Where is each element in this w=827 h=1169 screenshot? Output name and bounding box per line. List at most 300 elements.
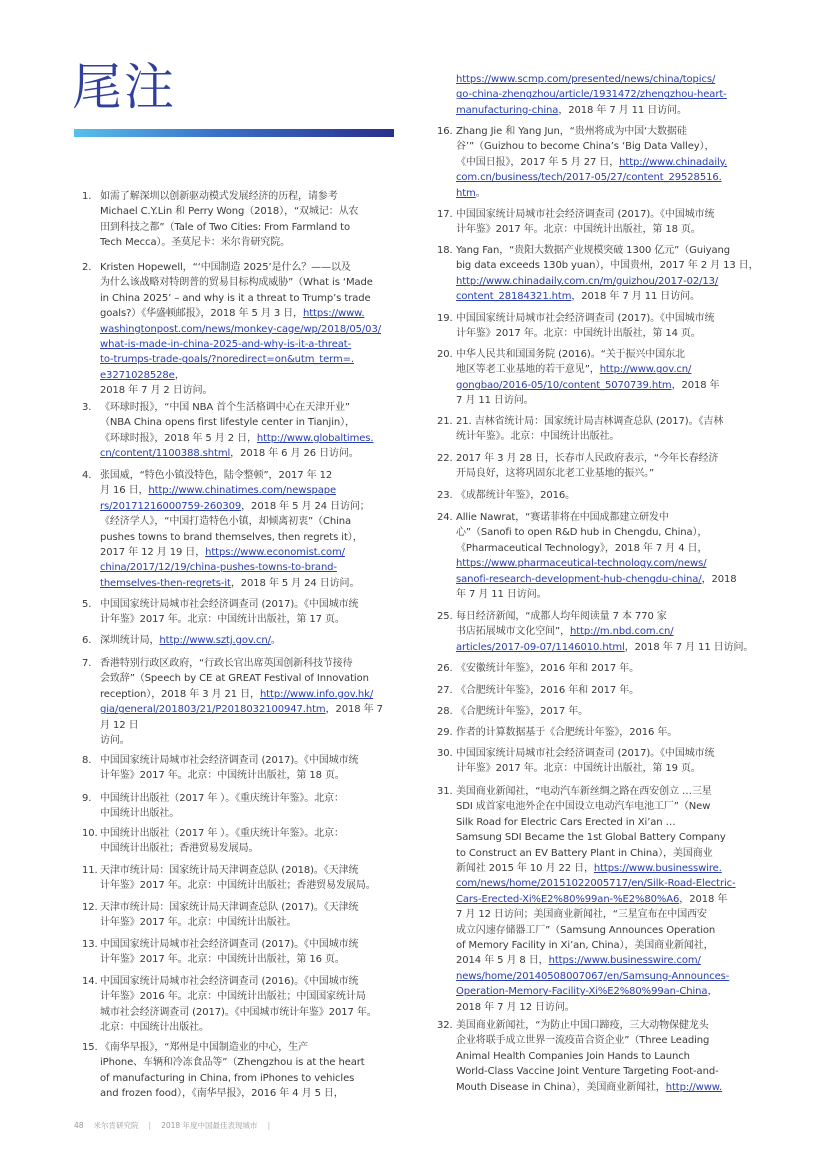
endnote-line [456,907,755,922]
endnote-line-text: 美国商业新闻社，“电动汽车新丝绸之路在西安创立 …三星 [456,786,712,797]
endnote-line-text: SDI 成首家电池外企在中国设立电动汽车电池工厂”（New [456,801,711,813]
endnote-line [100,733,402,748]
endnote-line [100,483,402,498]
endnote-line-text: 谷’”（Guizhou to become China’s ‘Big Data Valley）， [456,141,715,153]
endnote-line-text: 《Pharmaceutical Technology》，2018 年 7 月 4 日， [456,542,708,554]
endnote-line-text: 《南华早报》，“郑州是中国制造业的中心，生产 [100,1042,308,1053]
endnote-item [82,826,402,857]
endnote-line-text: 中国国家统计局城市社会经济调查司 (2017)。《中国城市统 [456,748,715,759]
endnote-line-text: 年 7 月 11 日访问。 [456,589,547,601]
endnote-link[interactable]: Operation-Memory-Facility-Xi%E2%80%99an-China [456,986,708,998]
endnote-item [437,609,755,655]
endnote-text [100,400,402,462]
endnote-link[interactable]: content_28184321.htm [456,291,572,303]
endnote-line [100,468,402,483]
endnote-line [100,352,402,367]
endnote-line [100,768,402,783]
endnote-link[interactable]: http://www.chinadaily.com.cn/m/guizhou/2017-02/13/ [456,275,719,287]
endnote-item [437,1018,755,1095]
endnote-line [100,1020,402,1035]
endnote-number: 24. [437,512,453,523]
endnote-text [456,704,755,719]
endnote-line-text: 。 [475,187,486,199]
endnote-line [100,974,402,989]
endnote-line-text: 计年鉴》2016 年。北京：中国统计出版社；中国国家统计局 [100,991,366,1003]
endnote-line-text: 中国国家统计局城市社会经济调查司 (2017)。《中国城市统 [100,939,359,950]
endnote-line [456,103,755,118]
endnote-link[interactable]: sanofi-research-development-hub-chengdu-china/ [456,573,702,585]
endnote-line [456,289,755,304]
endnote-line-text: 计年鉴》2017 年。北京：中国统计出版社，第 16 页。 [100,954,345,966]
endnote-line [456,640,755,655]
endnote-line-text: big data exceeds 130b yuan），中国贵州，2017 年 2 月 13 日， [456,260,759,272]
endnote-item [437,704,755,719]
endnote-text [100,260,402,399]
endnote-number: 32. [437,1020,453,1031]
endnote-number: 19. [437,313,453,324]
endnote-line [456,124,755,139]
footer-separator: | [267,1121,271,1130]
endnote-line-text: 心”（Sanofi to open R&D hub in Chengdu, China）， [456,527,708,539]
endnote-line-text: 中华人民共和国国务院 (2016)。“关于振兴中国东北 [456,349,685,360]
endnote-line [100,989,402,1004]
endnote-item [82,974,402,1036]
endnote-line [100,260,402,275]
endnote-number: 12. [82,902,98,913]
endnote-number: 8. [82,755,92,766]
endnote-item [82,937,402,968]
endnote-line [100,671,402,686]
endnote-text [100,791,402,822]
endnote-text [456,1018,755,1095]
endnote-line [456,414,755,429]
endnote-line [456,923,755,938]
endnote-line-text: reception），2018 年 3 月 21 日， [100,688,260,700]
endnote-line [456,725,755,740]
endnote-link[interactable]: what-is-made-in-china-2025-and-why-is-it-a-threat- [100,339,352,351]
endnote-line-text: ，2018 年 [679,893,728,905]
endnote-line [456,429,755,444]
footer-publisher: 米尔肯研究院 [93,1121,139,1130]
endnote-line [456,953,755,968]
endnote-number: 30. [437,748,453,759]
endnote-line [456,556,755,571]
endnote-link[interactable]: http://www. [665,1081,723,1093]
endnote-item [437,746,755,777]
endnote-line [456,347,755,362]
endnote-line-text: pushes towns to brand themselves, then regrets it）， [100,531,363,543]
endnote-line-text: ，2018 年 5 月 24 日访问； [241,500,370,512]
endnote-line [456,525,755,540]
endnote-number: 7. [82,658,92,669]
endnote-number: 11. [82,865,98,876]
endnote-item [82,260,402,399]
endnote-line [456,326,755,341]
endnote-line-text: 中国统计出版社（2017 年 ）。《重庆统计年鉴》。北京： [100,793,344,804]
endnote-line-text: of manufacturing in China, from iPhones to vehicles [100,1072,355,1084]
endnote-link[interactable]: http://www.info.gov.hk/ [259,688,374,700]
endnote-link[interactable]: https://www.businesswire.com/ [548,955,701,967]
endnote-line-text: of Memory Facility in Xi’an, China），美国商业新闻社， [456,940,714,952]
endnote-line-text: Silk Road for Electric Cars Erected in Xi’an … [456,816,676,828]
endnote-link[interactable]: htm [456,187,476,199]
endnote-line-text: 美国商业新闻社，“为防止中国口蹄疫，三大动物保健龙头 [456,1020,709,1031]
endnote-line [100,431,402,446]
endnote-text [456,311,755,342]
endnote-line [100,826,402,841]
endnote-link[interactable]: e3271028528e [100,369,175,381]
endnote-line-text: 21. 吉林省统计局：国家统计局吉林调查总队 (2017)。《吉林 [456,416,724,427]
endnote-line [100,1040,402,1055]
endnote-line [456,155,755,170]
endnote-line-text: iPhone、车辆和冷冻食品等”（Zhengzhou is at the heart [100,1057,365,1069]
endnote-line [456,311,755,326]
endnote-line-text: 2017 年 12 月 19 日， [100,547,206,559]
endnote-item [82,863,402,894]
endnote-line [456,87,755,102]
endnote-link[interactable]: washingtonpost.com/news/monkey-cage/wp/2018/05/03/ [100,323,381,335]
endnote-line [456,510,755,525]
endnote-text [456,609,755,655]
endnote-line-text: 计年鉴》2017 年。北京：中国统计出版社；香港贸易发展局。 [100,880,376,892]
endnote-number: 22. [437,453,453,464]
endnote-line-text: 。 [270,635,281,646]
endnote-line [456,207,755,222]
endnote-line [456,274,755,289]
endnote-line-text: goals?）《华盛顿邮报》，2018 年 5 月 3 日， [100,308,303,320]
endnote-text [100,863,402,894]
endnote-line-text: 中国统计出版社（2017 年 ）。《重庆统计年鉴》。北京： [100,828,344,839]
endnote-link[interactable]: https://www. [302,308,365,320]
endnote-line [100,306,402,321]
endnote-line [100,576,402,591]
endnote-line [100,415,402,430]
endnote-line [456,876,755,891]
endnote-link[interactable]: news/home/20140508007067/en/Samsung-Announces- [456,970,730,982]
endnote-line-text: ，2018 年 6 月 26 日访问。 [230,448,359,460]
page-number: 48 [74,1121,84,1130]
endnote-item [82,400,402,462]
endnote-line [100,597,402,612]
endnote-line [456,541,755,556]
endnote-item [437,488,755,503]
endnote-line [100,841,402,856]
endnote-line [100,952,402,967]
endnote-item [437,414,755,445]
endnote-item [82,753,402,784]
endnote-item [437,72,755,118]
endnote-number: 20. [437,349,453,360]
endnote-line-text: 城市社会经济调查司 (2017)。《中国城市统计年鉴》2017 年。 [100,1006,377,1018]
endnote-line [456,222,755,237]
endnote-text [456,683,755,698]
endnote-line [456,969,755,984]
endnote-link[interactable]: http://m.nbd.com.cn/ [569,626,674,638]
endnote-number: 31. [437,786,453,797]
endnote-text [456,72,755,118]
endnote-item [437,784,755,1015]
endnote-line-text: 《环球时报》，“中国 NBA 首个生活格调中心在天津开业” [100,402,351,413]
endnote-line [456,1064,755,1079]
endnote-item [437,311,755,342]
endnote-line-text: 北京：中国统计出版社。 [100,1022,209,1034]
endnote-line-text: ， [707,986,718,998]
endnote-link[interactable]: themselves-then-regrets-it [100,577,231,589]
endnote-line [100,400,402,415]
endnote-line-text: in China 2025’ – and why is it a threat to Trump’s trade [100,292,371,304]
endnote-text [100,900,402,931]
endnote-line [100,220,402,235]
endnote-link[interactable]: com/news/home/20151022005717/en/Silk-Road-Electric- [456,878,736,890]
endnote-text [100,1040,402,1102]
endnote-line-text: Allie Nawrat，“赛诺菲将在中国成都建立研发中 [456,512,669,523]
endnote-line [456,938,755,953]
endnote-text [100,656,402,748]
endnote-line-text: 田到科技之都”（Tale of Two Cities: From Farmland to [100,221,350,233]
endnote-text [100,753,402,784]
endnote-link[interactable]: https://www.pharmaceutical-technology.com/news/ [456,558,707,570]
endnote-link[interactable]: http://www.globaltimes. [256,432,374,444]
endnote-link[interactable]: gongbao/2016-05/10/content_5070739.htm [456,379,672,391]
endnote-line-text: ，2018 年 7 月 11 日访问。 [558,104,687,116]
endnote-link[interactable]: cn/content/1100388.shtml [100,448,231,460]
endnote-item [82,656,402,748]
endnote-line-text: Michael C.Y.Lin 和 Perry Wong（2018），“双城记：从农 [100,206,359,218]
endnote-number: 14. [82,976,98,987]
endnote-line [100,1071,402,1086]
endnote-line-text: 中国国家统计局城市社会经济调查司 (2017)。《中国城市统 [456,313,715,324]
endnote-line [456,761,755,776]
endnote-text [456,661,755,676]
endnote-line-text: 为什么该战略对特朗普的贸易目标构成威胁”（What is ‘Made [100,277,373,289]
endnote-line-text: Mouth Disease in China），美国商业新闻社， [456,1081,666,1093]
endnote-line [456,746,755,761]
endnote-number: 21. [437,416,453,427]
endnote-line-text: 月 16 日， [100,485,149,497]
endnote-line [456,72,755,87]
endnote-line-text: 中国统计出版社；香港贸易发展局。 [100,843,259,855]
endnote-line-text: 2014 年 5 月 8 日， [456,955,549,967]
endnote-line [100,900,402,915]
endnote-line [456,243,755,258]
endnote-line [100,702,402,717]
endnote-line [456,861,755,876]
endnote-item [437,243,759,305]
endnote-line-text: 计年鉴》2017 年。北京：中国统计出版社，第 19 页。 [456,763,701,775]
endnote-item [437,510,755,602]
endnote-item [82,468,402,591]
endnote-number: 10. [82,828,98,839]
endnote-line-text: 每日经济新闻，“成都人均年阅读量 7 本 770 家 [456,611,667,622]
endnote-number: 18. [437,245,453,256]
endnote-link[interactable]: gia/general/201803/21/P2018032100947.htm [100,704,326,716]
endnote-line [100,1086,402,1101]
endnote-line-text: ，2018 年 7 月 11 日访问。 [624,641,754,653]
endnote-line [456,799,755,814]
endnote-line-text: ，2018 年 [671,379,720,391]
title-gradient-bar [74,129,394,137]
endnote-line [456,587,755,602]
footer-report-title: 2018 年度中国最佳表现城市 [161,1121,258,1130]
endnote-line-text: Kristen Hopewell，“‘中国制造 2025’是什么？——以及 [100,262,351,273]
endnote-number: 2. [82,262,92,273]
endnote-line [100,687,402,702]
endnote-link[interactable]: https://www.economist.com/ [205,547,345,559]
endnote-line-text: 月 12 日 [100,719,139,731]
endnote-number: 25. [437,611,453,622]
endnote-line-text: 计年鉴》2017 年。北京：中国统计出版社，第 17 页。 [100,614,345,626]
endnote-line [456,378,755,393]
endnote-line-text: and frozen food），《南华早报》，2016 年 4 月 5 日， [100,1088,344,1100]
endnote-line [456,1080,755,1095]
endnote-number: 27. [437,685,453,696]
endnote-number: 28. [437,706,453,717]
endnote-line-text: Tech Mecca）。圣莫尼卡：米尔肯研究院。 [100,237,291,249]
endnote-line-text: 中国国家统计局城市社会经济调查司 (2017)。《中国城市统 [100,599,359,610]
endnote-line [100,291,402,306]
endnote-text [456,488,755,503]
endnote-line-text: 中国国家统计局城市社会经济调查司 (2017)。《中国城市统 [456,209,715,220]
endnote-line [100,235,402,250]
endnote-line [456,1000,755,1015]
endnote-line [456,704,755,719]
endnote-item [82,633,402,648]
endnote-line [456,984,755,999]
endnote-link[interactable]: articles/2017-09-07/1146010.html [456,641,625,653]
endnote-link[interactable]: https://www.scmp.com/presented/news/china/topics/ [456,74,716,85]
endnote-text [456,124,755,201]
endnote-line [456,186,755,201]
endnote-line [100,368,402,383]
endnote-line [100,204,402,219]
endnote-line-text: 统计年鉴》。北京：中国统计出版社。 [456,431,620,443]
endnote-link[interactable]: com.cn/business/tech/2017-05/27/content_29528516. [456,172,722,184]
endnote-line [456,393,755,408]
endnote-line-text: Zhang Jie 和 Yang Jun，“贵州将成为中国‘大数据硅 [456,126,687,137]
endnote-line-text: 7 月 12 日访问；美国商业新闻社，“三星宣布在中国西安 [456,909,707,921]
endnote-line-text: 张国威，“特色小镇没特色，陆令整顿”，2017 年 12 [100,470,333,481]
endnote-link[interactable]: Cars-Erected-Xi%E2%80%99an-%E2%80%A6 [456,893,680,905]
endnote-line [456,609,755,624]
endnote-line [100,915,402,930]
endnote-text [456,207,755,238]
endnote-link[interactable]: http://www.chinadaily. [619,156,728,168]
endnote-line [456,892,755,907]
endnote-line [100,791,402,806]
endnote-line-text: 天津市统计局：国家统计局天津调查总队 (2018)。《天津统 [100,865,359,876]
endnote-line [456,466,755,481]
endnote-line [456,258,759,273]
endnote-line-text: 7 月 11 日访问。 [456,395,534,407]
endnote-item [82,791,402,822]
endnote-text [100,597,402,628]
endnote-line [456,661,755,676]
endnote-line-text: ，2018 年 7 [325,704,383,716]
endnote-text [456,347,755,409]
endnote-line [100,753,402,768]
page-footer [74,1120,270,1131]
endnote-line [456,1049,755,1064]
endnote-number: 1. [82,191,92,202]
endnote-line [456,451,755,466]
endnote-link[interactable]: http://www.chinatimes.com/newspape [148,485,337,497]
endnote-line [456,139,755,154]
endnote-line-text: 《安徽统计年鉴》，2016 年和 2017 年。 [456,663,640,674]
endnote-line [100,499,402,514]
endnote-number: 26. [437,663,453,674]
endnote-text [100,468,402,591]
endnote-line [100,878,402,893]
endnote-line-text: Yang Fan，“贵阳大数据产业规模突破 1300 亿元”（Guiyang [456,245,730,256]
endnote-line-text: 中国国家统计局城市社会经济调查司 (2016)。《中国城市统 [100,976,359,987]
endnote-line-text: 2017 年 3 月 28 日，长春市人民政府表示，“今年长春经济 [456,453,719,464]
endnote-line-text: 计年鉴》2017 年。北京：中国统计出版社，第 18 页。 [100,770,345,782]
endnote-text [456,510,755,602]
endnote-line-text: Animal Health Companies Join Hands to Launch [456,1050,690,1062]
endnote-line-text: 《合肥统计年鉴》，2017 年。 [456,706,589,717]
endnote-item [437,683,755,698]
endnote-line [100,383,402,398]
endnote-line [100,1055,402,1070]
endnote-line-text: （NBA China opens first lifestyle center in Tianjin）， [100,417,355,429]
endnote-text [100,826,402,857]
endnote-text [100,937,402,968]
endnote-link[interactable]: go-china-zhengzhou/article/1931472/zhengzhou-heart- [456,89,727,101]
endnote-item [437,207,755,238]
endnote-line [456,488,755,503]
endnote-item [82,597,402,628]
endnote-line [100,937,402,952]
endnote-line-text: 《中国日报》，2017 年 5 月 27 日， [456,156,620,168]
endnote-link[interactable]: http://www.gov.cn/ [599,364,692,376]
endnote-line [100,718,402,733]
endnote-line [456,170,755,185]
endnote-line-text: ，2018 年 7 月 11 日访问。 [571,291,700,303]
endnote-line-text: 《经济学人》，“中国打造特色小镇，却倾离初衷”（China [100,516,352,528]
endnote-text [456,746,755,777]
endnote-line-text: 中国国家统计局城市社会经济调查司 (2017)。《中国城市统 [100,755,359,766]
endnote-link[interactable]: manufacturing-china [456,104,559,116]
endnote-line-text: 开局良好，这将巩固东北老工业基地的振兴。” [456,468,655,480]
endnote-number: 5. [82,599,92,610]
endnote-line-text: 书店拓展城市文化空间”， [456,626,570,638]
endnote-line-text: 中国统计出版社。 [100,808,180,820]
endnote-line-text: 新闻社 2015 年 10 月 22 日， [456,863,594,875]
endnote-number: 6. [82,635,92,646]
endnote-line-text: 计年鉴》2017 年。北京：中国统计出版社。 [100,917,297,929]
endnote-link[interactable]: https://www.businesswire. [593,863,722,875]
endnote-line [100,322,402,337]
endnote-link[interactable]: http://www.sztj.gov.cn/ [159,635,271,646]
endnote-line-text: 会致辞”（Speech by CE at GREAT Festival of Innovation [100,673,369,685]
endnote-line [100,1005,402,1020]
endnote-number: 16. [437,126,453,137]
endnote-link[interactable]: china/2017/12/19/china-pushes-towns-to-brand- [100,562,337,574]
endnote-item [437,124,755,201]
endnote-text [456,451,755,482]
endnote-number: 13. [82,939,98,950]
footer-separator: | [148,1121,152,1130]
endnote-line [100,656,402,671]
endnote-line-text: 天津市统计局：国家统计局天津调查总队 (2017)。《天津统 [100,902,359,913]
endnote-link[interactable]: to-trumps-trade-goals/?noredirect=on&utm_term=. [100,354,354,366]
endnote-line [100,514,402,529]
endnote-line [456,683,755,698]
endnote-text [100,189,402,251]
endnote-link[interactable]: rs/20171216000759-260309 [100,500,242,512]
endnote-line [100,560,402,575]
endnote-line [456,572,755,587]
